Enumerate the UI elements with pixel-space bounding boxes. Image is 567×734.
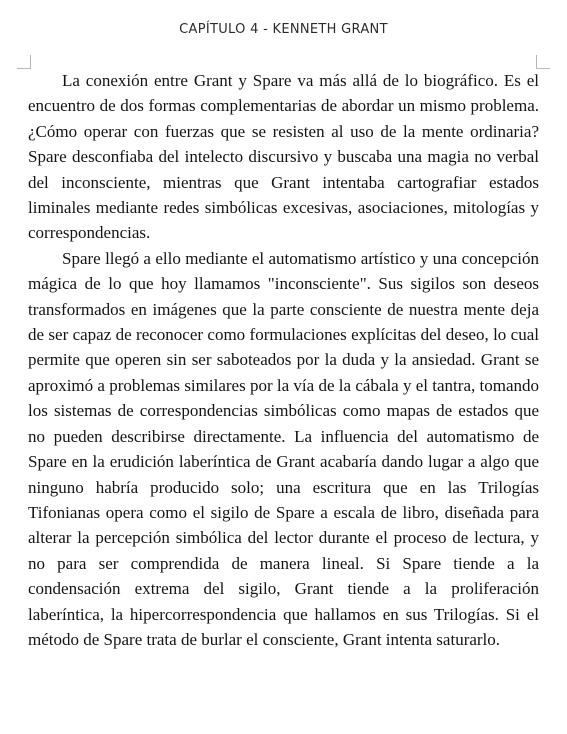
running-header: CAPÍTULO 4 - KENNETH GRANT [179,22,388,37]
paragraph: La conexión entre Grant y Spare va más allá de lo biográfico. Es el encuentro de dos formas complementarias de abordar un mismo problema. ¿Cómo operar con fuerzas que se resisten al uso de la mente ordinaria? Spare desconfiaba del intelecto discursivo y buscaba una magia no verbal del inconsciente, mientras que Grant intentaba cartografiar estados liminales mediante redes simbólicas excesivas, asociaciones, mitologías y correspondencias. [28,71,539,243]
paragraph: Spare llegó a ello mediante el automatismo artístico y una concepción mágica de lo que hoy llamamos "inconsciente". Sus sigilos son deseos transformados en imágenes que la parte consciente de nuestra mente deja de ser capaz de reconocer como formulaciones explícitas del deseo, lo cual permite que operen sin ser saboteados por la duda y la ansiedad. Grant se aproximó a problemas similares por la vía de la cábala y el tantra, tomando los sistemas de correspondencias simbólicas como mapas de estados que no pueden describirse directamente. La influencia del automatismo de Spare en la erudición laberíntica de Grant acabaría dando lugar a algo que ninguno habría producido solo; una escritura que en las Trilogías Tifonianas opera como el sigilo de Spare a escala de libro, diseñada para alterar la percepción simbólica del lector durante el proceso de lectura, y no para ser comprendida de manera lineal. Si Spare tiende a la condensación extrema del sigilo, Grant tiende a la proliferación laberíntica, la hipercorrespondencia que hallamos en sus Trilogías. Si el método de Spare trata de burlar el consciente, Grant intenta saturarlo. [28,248,539,649]
margin-corner-mark-left [17,55,31,69]
document-body[interactable] [28,68,539,652]
margin-corner-mark-right [536,55,550,69]
